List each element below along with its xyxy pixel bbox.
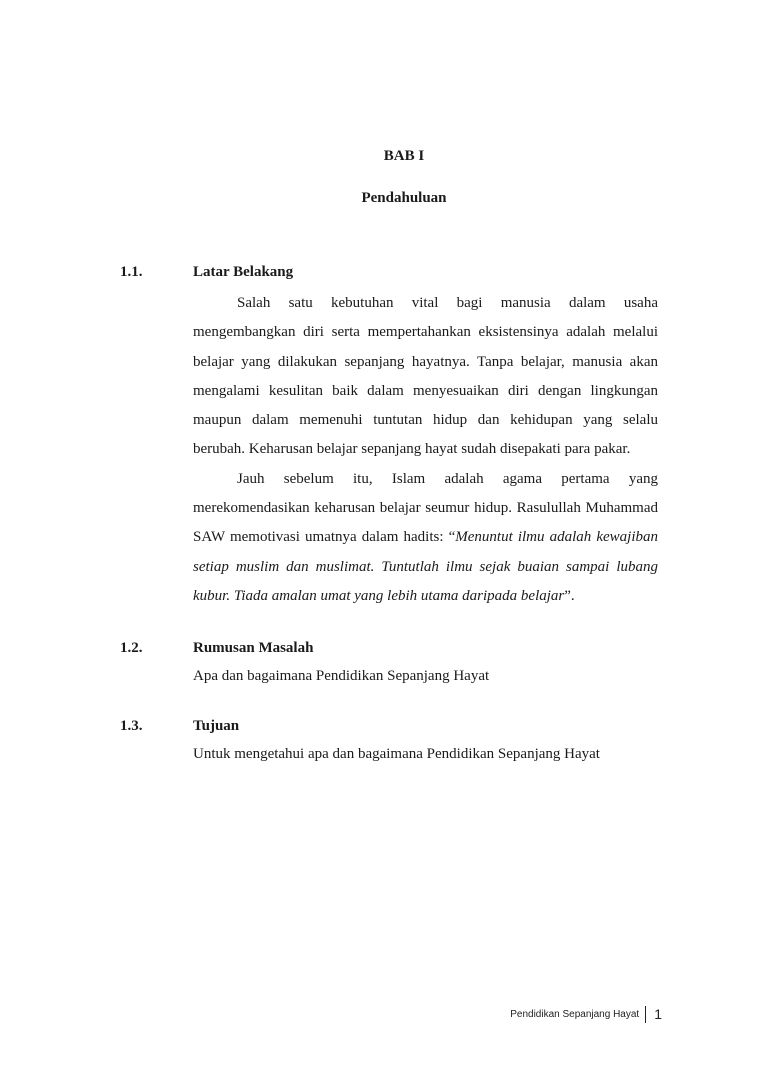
section-body [193, 289, 658, 611]
page-number: 1 [654, 1006, 662, 1022]
section-heading: Tujuan [193, 718, 240, 734]
paragraph: Salah satu kebutuhan vital bagi manusia dalam usaha mengembangkan diri serta mempertahankan eksistensinya adalah melalui belajar yang dilakukan sepanjang hayatnya. Tanpa belajar, manusia akan mengalami kesulitan baik dalam menyesuaikan diri dengan lingkungan maupun dalam memenuhi tuntutan hidup dan kehidupan yang selalu berubah. Keharusan belajar sepanjang hayat sudah disepakati para pakar. [193, 295, 658, 458]
chapter-subtitle: Pendahuluan [361, 190, 447, 206]
section-body [193, 662, 658, 691]
footer-running-title: Pendidikan Sepanjang Hayat [510, 1008, 640, 1020]
paragraph: Untuk mengetahui apa dan bagaimana Pendidikan Sepanjang Hayat [193, 746, 600, 762]
paragraph-lead: Jauh sebelum itu, Islam adalah agama pertama yang merekomendasikan keharusan belajar seumur hidup. Rasulullah Muhammad SAW memotivasi umatnya dalam hadits: “ [193, 470, 658, 546]
page-footer [510, 1004, 662, 1024]
section-heading: Latar Belakang [193, 264, 294, 280]
paragraph-tail: ”. [564, 587, 575, 604]
section-heading: Rumusan Masalah [193, 640, 314, 656]
section-body [193, 740, 658, 769]
section-number: 1.2. [120, 640, 143, 656]
section-number: 1.3. [120, 718, 143, 734]
section-number: 1.1. [120, 264, 143, 280]
paragraph [193, 465, 658, 611]
hadith-quote: Menuntut ilmu adalah kewajiban setiap muslim dan muslimat. Tuntutlah ilmu sejak buaian sampai lubang kubur. Tiada amalan umat yang lebih utama daripada belajar [193, 529, 658, 604]
paragraph: Apa dan bagaimana Pendidikan Sepanjang Hayat [193, 668, 490, 684]
chapter-title: BAB I [383, 148, 425, 164]
